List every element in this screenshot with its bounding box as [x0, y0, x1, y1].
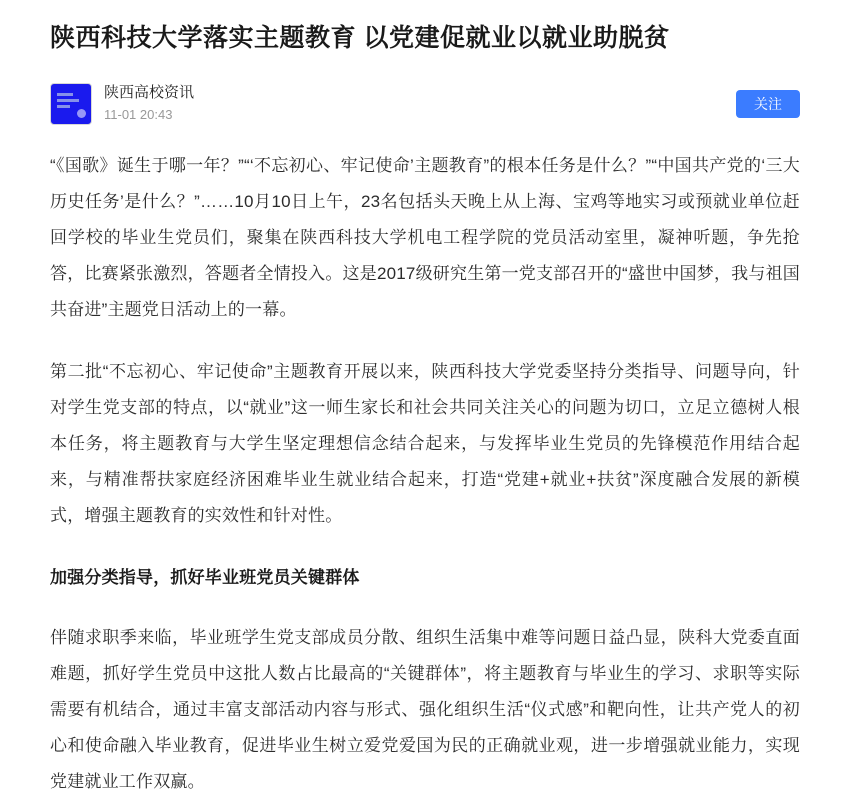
avatar-stripe-icon	[57, 93, 73, 96]
avatar[interactable]	[50, 83, 92, 125]
paragraph: 伴随求职季来临，毕业班学生党支部成员分散、组织生活集中难等问题日益凸显，陕科大党委直面难题，抓好学生党员中这批人数占比最高的“关键群体”，将主题教育与毕业生的学习、求职等实际需要有机结合，通过丰富支部活动内容与形式、强化组织生活“仪式感”和靶向性，让共产党人的初心和使命融入毕业教育，促进毕业生树立爱党爱国为民的正确就业观，进一步增强就业能力，实现党建就业工作双赢。	[50, 627, 800, 791]
avatar-dot-icon	[77, 109, 86, 118]
article-body	[50, 148, 800, 800]
byline-text	[104, 83, 194, 125]
paragraph: “《国歌》诞生于哪一年？”“‘不忘初心、牢记使命’主题教育”的根本任务是什么？”“中国共产党的‘三大历史任务’是什么？”……10月10日上午，23名包括头天晚上从上海、宝鸡等地实习或预就业单位赶回学校的毕业生党员们，聚集在陕西科技大学机电工程学院的党员活动室里，凝神听题，争先抢答，比赛紧张激烈，答题者全情投入。这是2017级研究生第一党支部召开的“盛世中国梦，我与祖国共奋进”主题党日活动上的一幕。	[50, 155, 800, 319]
section-subheading: 加强分类指导，抓好毕业班党员关键群体	[50, 567, 360, 587]
page-title: 陕西科技大学落实主题教育 以党建促就业以就业助脱贫	[50, 24, 670, 52]
avatar-stripe-icon	[57, 99, 79, 102]
author-name[interactable]: 陕西高校资讯	[104, 83, 195, 101]
byline	[50, 82, 800, 126]
follow-button[interactable]: 关注	[736, 90, 800, 118]
publish-time: 11-01 20:43	[104, 106, 173, 122]
paragraph: 第二批“不忘初心、牢记使命”主题教育开展以来，陕西科技大学党委坚持分类指导、问题导向，针对学生党支部的特点，以“就业”这一师生家长和社会共同关注关心的问题为切口，立足立德树人根本任务，将主题教育与大学生坚定理想信念结合起来，与发挥毕业生党员的先锋模范作用结合起来，与精准帮扶家庭经济困难毕业生就业结合起来，打造“党建+就业+扶贫”深度融合发展的新模式，增强主题教育的实效性和针对性。	[50, 361, 800, 525]
avatar-stripe-icon	[57, 105, 70, 108]
